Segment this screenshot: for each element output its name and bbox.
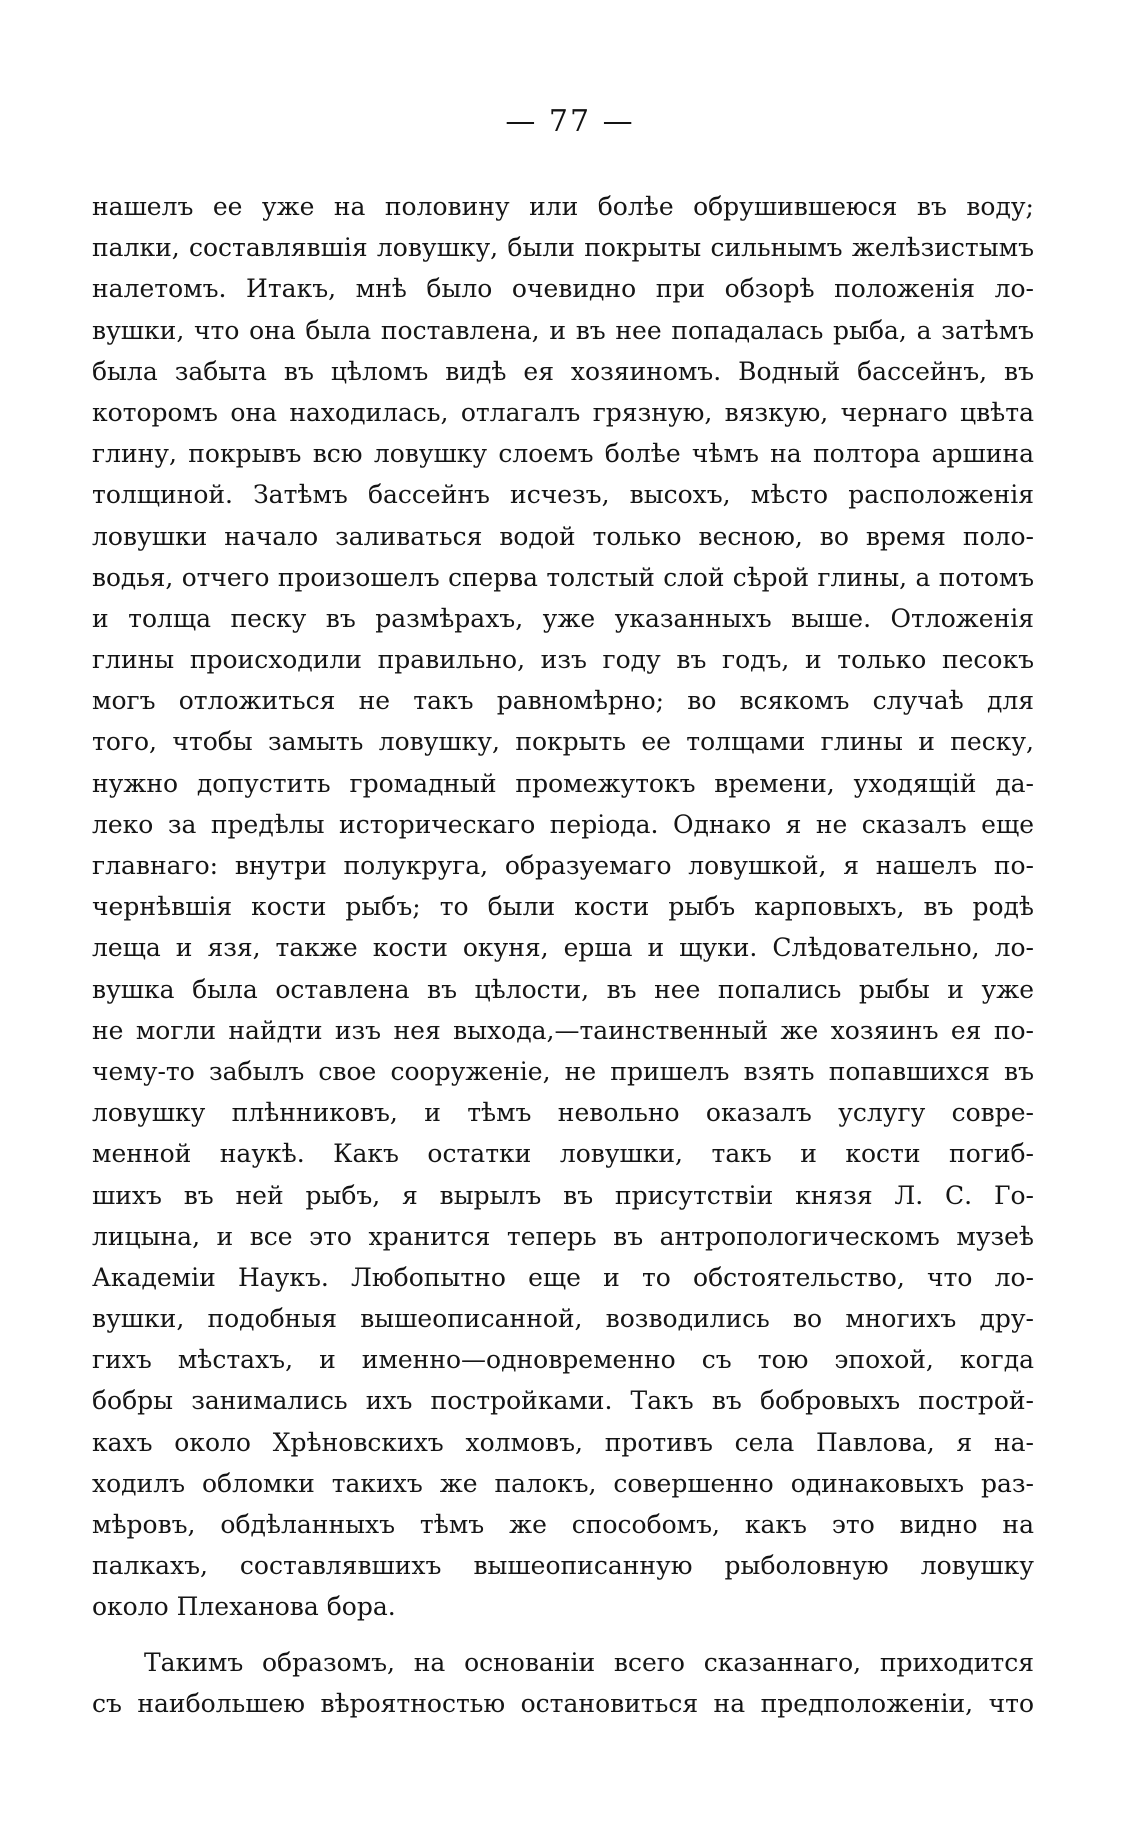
text-line: глины происходили правильно, изъ году въ годъ, и только песокъ bbox=[92, 645, 1034, 675]
text-line: налетомъ. Итакъ, мнѣ было очевидно при обзорѣ положенія ло- bbox=[92, 274, 1034, 304]
text-line: вушки, что она была поставлена, и въ нее попадалась рыба, а затѣмъ bbox=[92, 315, 1034, 345]
text-line: лицына, и все это хранится теперь въ антропологическомъ музеѣ bbox=[92, 1221, 1034, 1251]
text-line: мѣровъ, обдѣланныхъ тѣмъ же способомъ, какъ это видно на bbox=[92, 1510, 1034, 1539]
paragraph-1 bbox=[92, 186, 1034, 1628]
text-line: вушка была оставлена въ цѣлости, въ нее попались рыбы и уже bbox=[92, 974, 1034, 1004]
text-line: нашелъ ее уже на половину или болѣе обрушившеюся въ воду; bbox=[92, 192, 1034, 221]
text-line: вушки, подобныя вышеописанной, возводились во многихъ дру- bbox=[92, 1304, 1034, 1334]
text-line: не могли найдти изъ нея выхода,—таинственный же хозяинъ ея по- bbox=[92, 1015, 1034, 1045]
text-line: толщиной. Затѣмъ бассейнъ исчезъ, высохъ, мѣсто расположенія bbox=[92, 480, 1034, 510]
text-line: ходилъ обломки такихъ же палокъ, совершенно одинаковыхъ раз- bbox=[92, 1468, 1034, 1498]
text-line: около Плеханова бора. bbox=[92, 1592, 396, 1622]
text-line: палкахъ, составлявшихъ вышеописанную рыболовную ловушку bbox=[92, 1551, 1034, 1581]
text-line: чернѣвшія кости рыбъ; то были кости рыбъ карповыхъ, въ родѣ bbox=[92, 892, 1034, 922]
text-line: палки, составлявшія ловушку, были покрыты сильнымъ желѣзистымъ bbox=[92, 233, 1034, 263]
page-number: — 77 — bbox=[505, 104, 635, 139]
text-line: ловушки начало заливаться водой только весною, во время поло- bbox=[92, 521, 1034, 551]
text-line: ловушку плѣнниковъ, и тѣмъ невольно оказалъ услугу совре- bbox=[92, 1098, 1034, 1128]
text-line: и толща песку въ размѣрахъ, уже указанныхъ выше. Отложенія bbox=[92, 603, 1034, 633]
text-line: менной наукѣ. Какъ остатки ловушки, такъ и кости погиб- bbox=[92, 1139, 1034, 1169]
text-line: того, чтобы замыть ловушку, покрыть ее толщами глины и песку, bbox=[92, 727, 1034, 757]
text-line: чему-то забылъ свое сооруженіе, не пришелъ взять попавшихся въ bbox=[92, 1056, 1034, 1086]
text-line: главнаго: внутри полукруга, образуемаго ловушкой, я нашелъ по- bbox=[92, 851, 1034, 880]
text-line: съ наибольшею вѣроятностью остановиться на предположеніи, что bbox=[92, 1688, 1034, 1718]
text-line: Такимъ образомъ, на основаніи всего сказаннаго, приходится bbox=[144, 1647, 1034, 1677]
text-line: гихъ мѣстахъ, и именно—одновременно съ тою эпохой, когда bbox=[92, 1345, 1034, 1375]
text-line: нужно допустить громадный промежутокъ времени, уходящій да- bbox=[92, 768, 1034, 798]
paragraph-2 bbox=[92, 1642, 1034, 1724]
text-line: водья, отчего произошелъ сперва толстый слой сѣрой глины, а потомъ bbox=[92, 562, 1034, 592]
text-line: кахъ около Хрѣновскихъ холмовъ, противъ села Павлова, я на- bbox=[92, 1427, 1034, 1457]
text-line: глину, покрывъ всю ловушку слоемъ болѣе чѣмъ на полтора аршина bbox=[92, 439, 1034, 469]
text-line: леко за предѣлы историческаго періода. Однако я не сказалъ еще bbox=[92, 809, 1034, 839]
text-line: Академіи Наукъ. Любопытно еще и то обстоятельство, что ло- bbox=[92, 1262, 1034, 1292]
text-line: могъ отложиться не такъ равномѣрно; во всякомъ случаѣ для bbox=[92, 686, 1034, 716]
text-line: бобры занимались ихъ постройками. Такъ въ бобровыхъ построй- bbox=[92, 1386, 1034, 1416]
text-line: была забыта въ цѣломъ видѣ ея хозяиномъ. Водный бассейнъ, въ bbox=[92, 356, 1034, 386]
body-text bbox=[92, 186, 1034, 1724]
text-line: которомъ она находилась, отлагалъ грязную, вязкую, чернаго цвѣта bbox=[92, 397, 1034, 427]
paragraph-gap bbox=[92, 1628, 1034, 1642]
text-line: шихъ въ ней рыбъ, я вырылъ въ присутствіи князя Л. С. Го- bbox=[92, 1180, 1034, 1210]
text-line: леща и язя, также кости окуня, ерша и щуки. Слѣдовательно, ло- bbox=[92, 933, 1034, 963]
